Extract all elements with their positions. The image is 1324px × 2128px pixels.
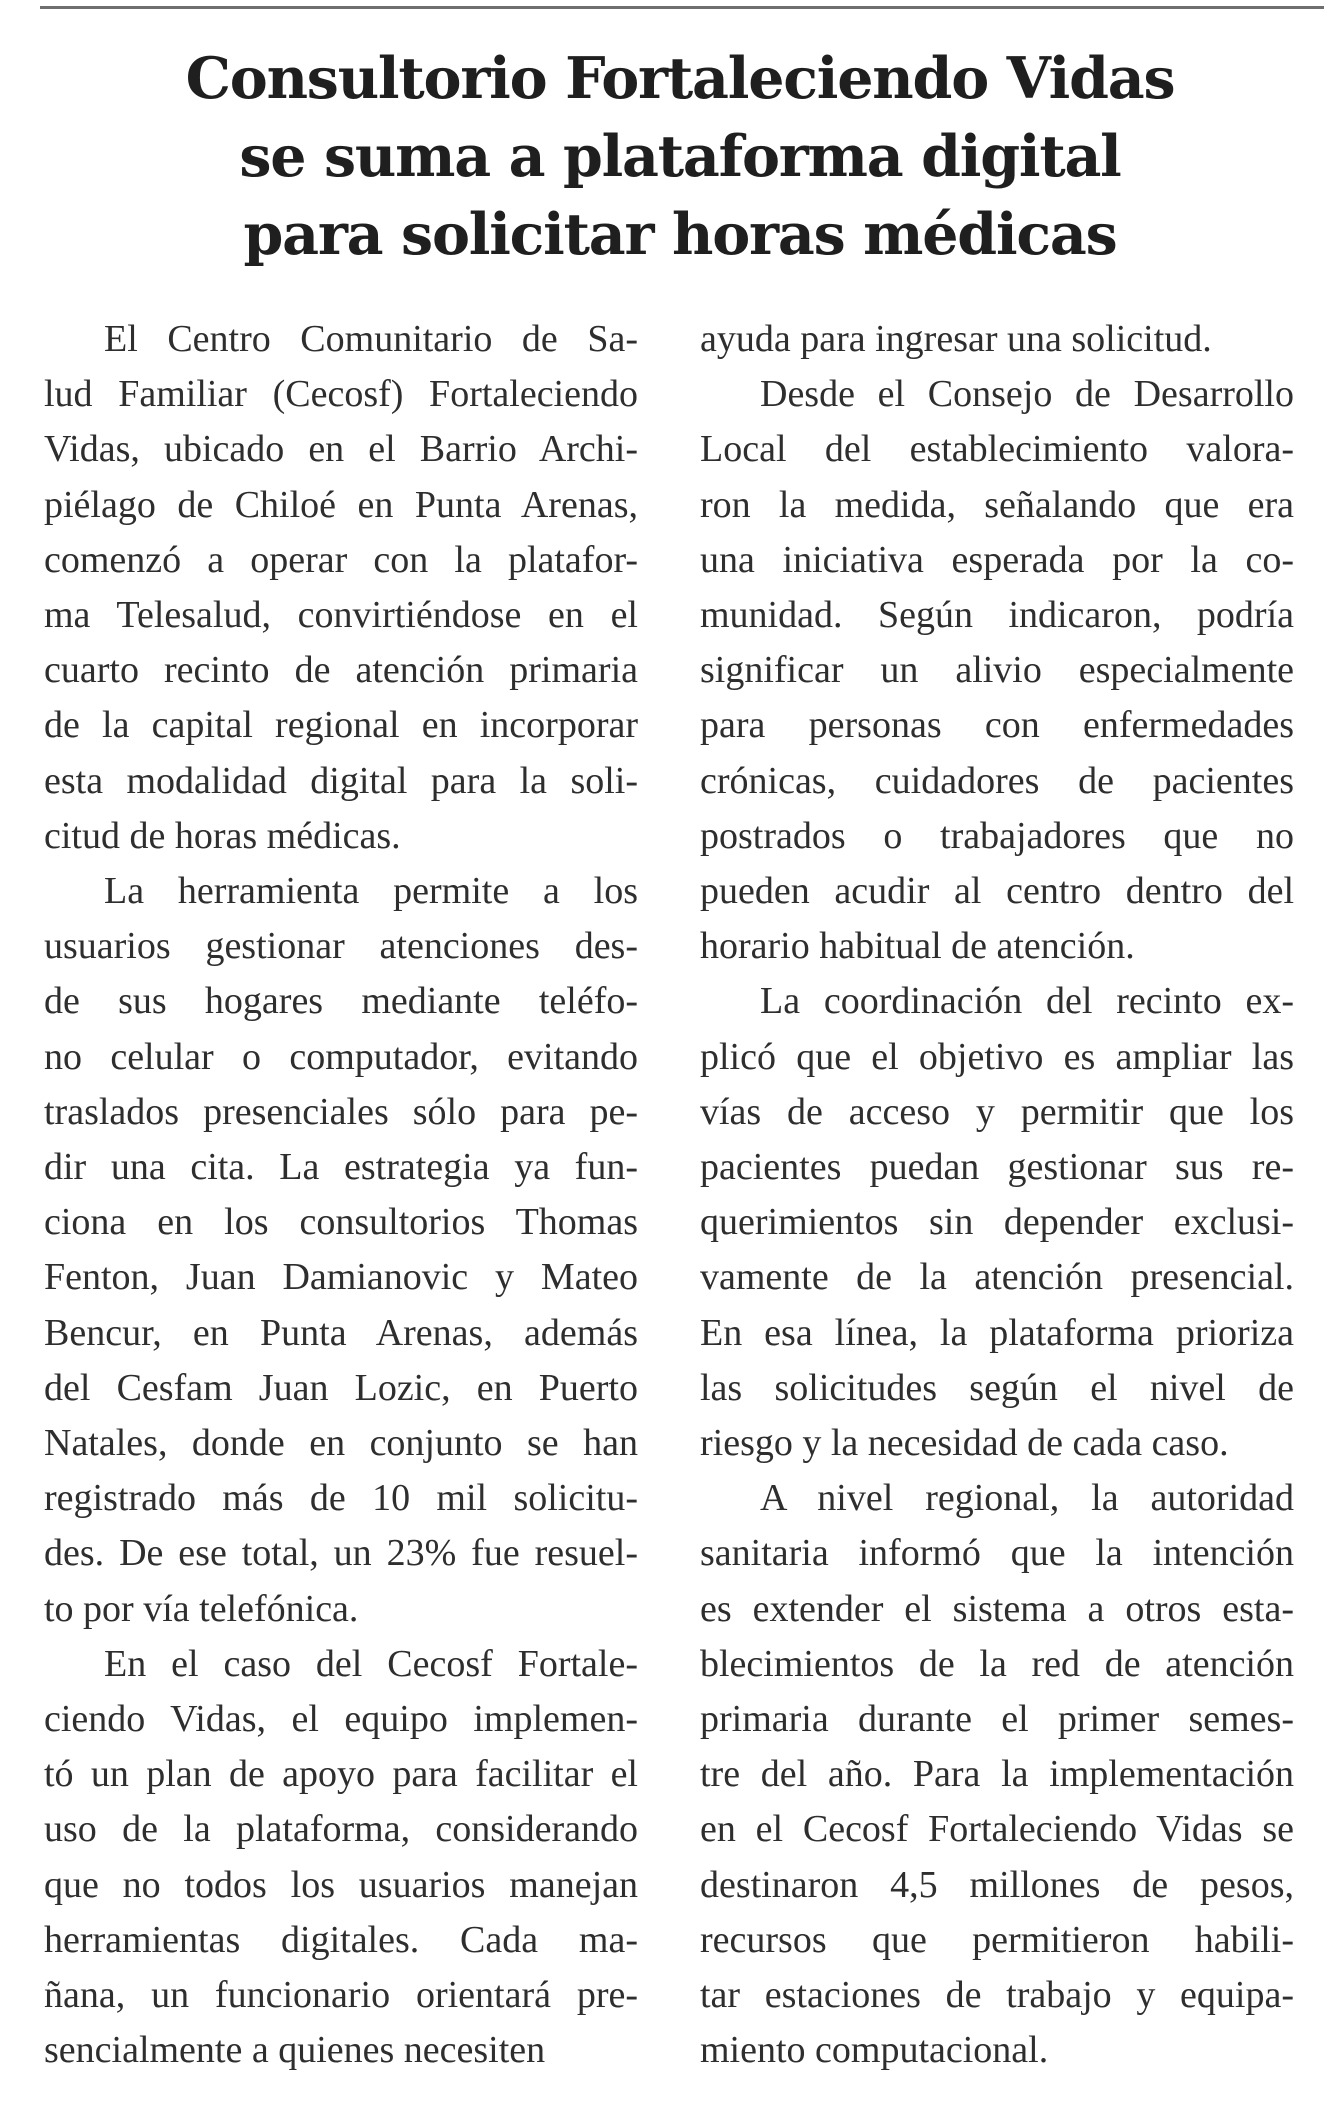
headline-line: se suma a plataforma digital bbox=[239, 123, 1121, 190]
article-text-line: de sus hogares mediante teléfo- bbox=[44, 980, 638, 1023]
article-text-line: La herramienta permite a los bbox=[104, 870, 638, 913]
article-text-line: to por vía telefónica. bbox=[44, 1587, 359, 1630]
article-text-line: munidad. Según indicaron, podría bbox=[700, 594, 1294, 637]
headline-line: Consultorio Fortaleciendo Vidas bbox=[185, 45, 1175, 112]
article-text-line: El Centro Comunitario de Sa- bbox=[104, 318, 638, 360]
article-text-line: uso de la plataforma, considerando bbox=[44, 1808, 638, 1851]
article-text-line: usuarios gestionar atenciones des- bbox=[44, 925, 638, 968]
article-right-column bbox=[700, 312, 1294, 2079]
article-text-line: de la capital regional en incorporar bbox=[44, 704, 638, 747]
article-text-line: crónicas, cuidadores de pacientes bbox=[700, 759, 1294, 802]
article-paragraph bbox=[700, 1471, 1294, 2078]
article-text-line: no celular o computador, evitando bbox=[44, 1035, 638, 1078]
article-text-line: En el caso del Cecosf Fortale- bbox=[104, 1642, 638, 1685]
article-text-line: querimientos sin depender exclusi- bbox=[700, 1201, 1294, 1244]
article-text-line: pacientes puedan gestionar sus re- bbox=[700, 1146, 1294, 1189]
article-text-line: vamente de la atención presencial. bbox=[700, 1256, 1294, 1299]
article-paragraph bbox=[700, 974, 1294, 1471]
article-text-line: traslados presenciales sólo para pe- bbox=[44, 1090, 638, 1133]
article-text-line: blecimientos de la red de atención bbox=[700, 1642, 1294, 1685]
article-text-line: comenzó a operar con la platafor- bbox=[44, 538, 638, 581]
article-text-line: sencialmente a quienes necesiten bbox=[44, 2029, 546, 2072]
article-text-line: registrado más de 10 mil solicitu- bbox=[44, 1477, 638, 1520]
article-text-line: postrados o trabajadores que no bbox=[700, 814, 1294, 857]
article-text-line: citud de horas médicas. bbox=[44, 814, 401, 857]
article-text-line: lud Familiar (Cecosf) Fortaleciendo bbox=[44, 373, 638, 416]
headline-line: para solicitar horas médicas bbox=[243, 201, 1117, 268]
article-text-line: La coordinación del recinto ex- bbox=[760, 980, 1294, 1023]
article-text-line: las solicitudes según el nivel de bbox=[700, 1366, 1294, 1409]
article-text-line: recursos que permitieron habili- bbox=[700, 1918, 1294, 1961]
article-text-line: significar un alivio especialmente bbox=[700, 649, 1294, 692]
article-left-column bbox=[44, 312, 638, 2079]
article-text-line: tar estaciones de trabajo y equipa- bbox=[700, 1974, 1294, 2017]
article-paragraph bbox=[44, 864, 638, 1637]
article-text-line: riesgo y la necesidad de cada caso. bbox=[700, 1422, 1229, 1465]
article-text-line: miento computacional. bbox=[700, 2029, 1049, 2072]
article-text-line: Desde el Consejo de Desarrollo bbox=[760, 373, 1294, 416]
article-text-line: Bencur, en Punta Arenas, además bbox=[44, 1311, 638, 1354]
article-text-line: vías de acceso y permitir que los bbox=[700, 1090, 1294, 1133]
article-text-line: cuarto recinto de atención primaria bbox=[44, 649, 638, 692]
article-text-line: ciendo Vidas, el equipo implemen- bbox=[44, 1698, 638, 1741]
article-text-line: Natales, donde en conjunto se han bbox=[44, 1422, 638, 1465]
article-text-line: Vidas, ubicado en el Barrio Archi- bbox=[44, 428, 638, 471]
article-text-line: Local del establecimiento valora- bbox=[700, 428, 1294, 471]
article-text-line: plicó que el objetivo es ampliar las bbox=[700, 1035, 1294, 1078]
article-text-line: ayuda para ingresar una solicitud. bbox=[700, 318, 1212, 360]
article-text-line: una iniciativa esperada por la co- bbox=[700, 538, 1294, 581]
article-text-line: del Cesfam Juan Lozic, en Puerto bbox=[44, 1366, 638, 1409]
article-text-line: Fenton, Juan Damianovic y Mateo bbox=[44, 1256, 638, 1299]
article-text-line: sanitaria informó que la intención bbox=[700, 1532, 1294, 1575]
article-text-line: ron la medida, señalando que era bbox=[700, 483, 1294, 526]
article-text-line: piélago de Chiloé en Punta Arenas, bbox=[44, 483, 638, 526]
article-text-line: ma Telesalud, convirtiéndose en el bbox=[44, 594, 638, 637]
article-text-line: tre del año. Para la implementación bbox=[700, 1753, 1294, 1796]
article-paragraph bbox=[700, 367, 1294, 974]
article-text-line: es extender el sistema a otros esta- bbox=[700, 1587, 1294, 1630]
article-paragraph bbox=[44, 1637, 638, 2079]
article-text-line: des. De ese total, un 23% fue resuel- bbox=[44, 1532, 638, 1575]
article-text-line: pueden acudir al centro dentro del bbox=[700, 870, 1294, 913]
article-text-line: dir una cita. La estrategia ya fun- bbox=[44, 1146, 638, 1189]
article-text-line: ciona en los consultorios Thomas bbox=[44, 1201, 638, 1244]
article-text-line: en el Cecosf Fortaleciendo Vidas se bbox=[700, 1808, 1294, 1851]
article-headline bbox=[60, 40, 1300, 274]
article-text-line: En esa línea, la plataforma prioriza bbox=[700, 1311, 1294, 1354]
article-text-line: destinaron 4,5 millones de pesos, bbox=[700, 1863, 1294, 1906]
article-text-line: herramientas digitales. Cada ma- bbox=[44, 1918, 638, 1961]
top-divider-rule bbox=[40, 6, 1324, 9]
article-text-line: horario habitual de atención. bbox=[700, 925, 1135, 968]
article-text-line: A nivel regional, la autoridad bbox=[760, 1477, 1294, 1520]
article-text-line: primaria durante el primer semes- bbox=[700, 1698, 1294, 1741]
article-text-line: que no todos los usuarios manejan bbox=[44, 1863, 638, 1906]
article-paragraph bbox=[700, 312, 1294, 367]
article-text-line: para personas con enfermedades bbox=[700, 704, 1294, 747]
article-paragraph bbox=[44, 312, 638, 864]
article-text-line: esta modalidad digital para la soli- bbox=[44, 759, 638, 802]
article-text-line: tó un plan de apoyo para facilitar el bbox=[44, 1753, 638, 1796]
article-text-line: ñana, un funcionario orientará pre- bbox=[44, 1974, 638, 2017]
